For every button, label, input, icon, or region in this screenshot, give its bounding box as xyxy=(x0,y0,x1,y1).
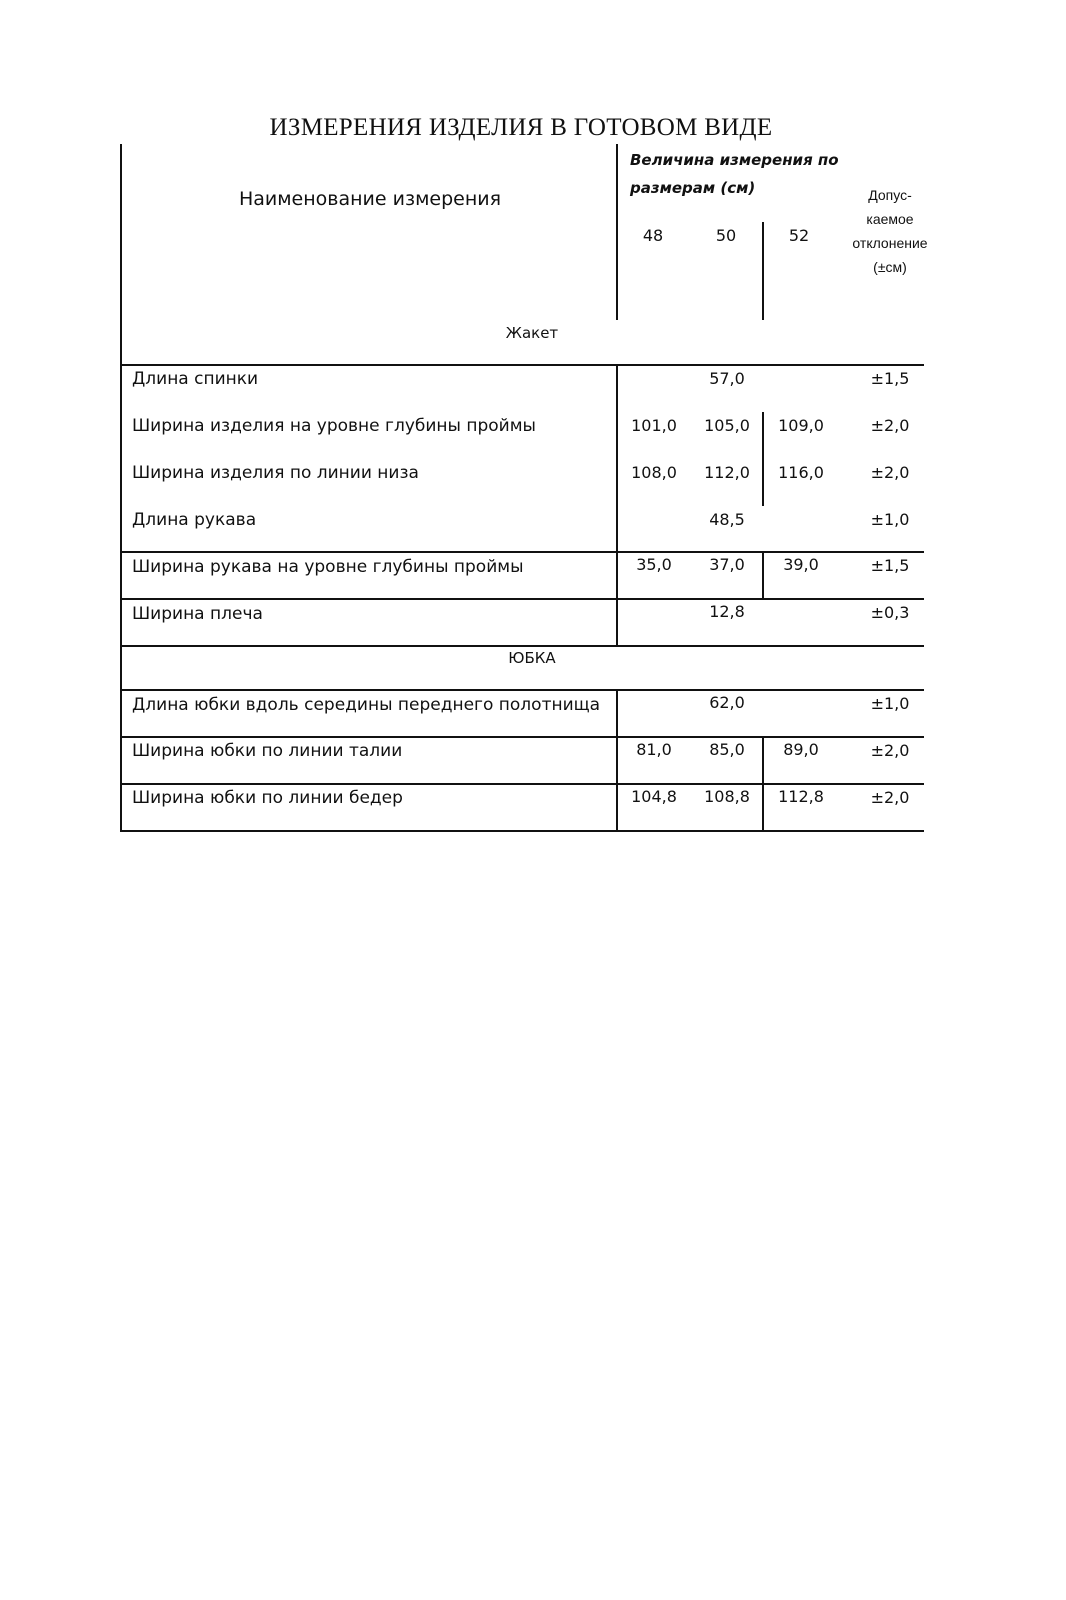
table-cell-value-50: 112,0 xyxy=(704,463,750,482)
table-cell-tolerance: ±2,0 xyxy=(870,788,910,807)
table-row-label: Длина юбки вдоль середины переднего полотнища xyxy=(132,695,601,715)
section-title-skirt: ЮБКА xyxy=(508,649,556,667)
row-rule xyxy=(120,551,924,553)
row-rule xyxy=(120,645,924,647)
table-cell-value-50: 85,0 xyxy=(709,740,745,759)
table-row-label: Ширина плеча xyxy=(132,604,263,624)
size-header-52: 52 xyxy=(788,226,810,245)
table-cell-value-52: 89,0 xyxy=(783,740,819,759)
column-header-name: Наименование измерения xyxy=(238,188,502,210)
column-header-tolerance xyxy=(850,183,930,279)
table-cell-tolerance: ±1,5 xyxy=(870,556,910,575)
table-row-label: Ширина юбки по линии талии xyxy=(132,741,403,761)
table-cell-value-50: 108,8 xyxy=(704,787,750,806)
row-rule xyxy=(120,689,924,691)
table-cell-value-48: 108,0 xyxy=(631,463,677,482)
table-cell-tolerance: ±1,0 xyxy=(870,510,910,529)
table-cell-value-52: 112,8 xyxy=(778,787,824,806)
table-cell-value-52: 109,0 xyxy=(778,416,824,435)
column-header-size-line1: Величина измерения по xyxy=(630,151,839,169)
table-cell-value-50: 105,0 xyxy=(704,416,750,435)
table-cell-value: 12,8 xyxy=(709,602,745,621)
size-column-divider-header xyxy=(762,222,764,320)
size-column-divider-jacket xyxy=(762,412,764,506)
table-cell-value-48: 81,0 xyxy=(636,740,672,759)
table-cell-tolerance: ±1,0 xyxy=(870,694,910,713)
tolerance-header-line1: Допус- xyxy=(868,187,912,203)
table-cell-value: 62,0 xyxy=(709,693,745,712)
table-bottom-rule xyxy=(120,830,924,832)
table-row-label: Ширина изделия по линии низа xyxy=(132,463,419,483)
tolerance-header-line2: каемое xyxy=(866,211,914,227)
table-cell-tolerance: ±1,5 xyxy=(870,369,910,388)
values-column-left-border-skirt xyxy=(616,690,618,832)
header-bottom-rule xyxy=(120,364,924,366)
page-title: ИЗМЕРЕНИЯ ИЗДЕЛИЯ В ГОТОВОМ ВИДЕ xyxy=(269,114,773,141)
size-column-divider-sleeve xyxy=(762,552,764,599)
column-header-size-line2: размерам (см) xyxy=(630,179,756,197)
size-column-left-border-header xyxy=(616,144,618,320)
section-title-jacket: Жакет xyxy=(505,324,559,342)
table-row-label: Ширина юбки по линии бедер xyxy=(132,788,403,808)
table-cell-value: 48,5 xyxy=(709,510,745,529)
values-column-left-border-jacket xyxy=(616,364,618,646)
table-cell-tolerance: ±2,0 xyxy=(870,463,910,482)
table-cell-value-52: 116,0 xyxy=(778,463,824,482)
table-cell-tolerance: ±0,3 xyxy=(870,603,910,622)
table-cell-value-50: 37,0 xyxy=(709,555,745,574)
size-header-50: 50 xyxy=(715,226,737,245)
table-cell-value-48: 104,8 xyxy=(631,787,677,806)
table-cell-value-48: 101,0 xyxy=(631,416,677,435)
column-header-size xyxy=(630,146,839,202)
table-row-label: Длина рукава xyxy=(132,510,257,530)
table-cell-value: 57,0 xyxy=(709,369,745,388)
table-row-label: Ширина рукава на уровне глубины проймы xyxy=(132,557,524,577)
row-rule xyxy=(120,598,924,600)
tolerance-header-line4: (±см) xyxy=(873,259,907,275)
row-rule xyxy=(120,736,924,738)
table-row-label: Ширина изделия на уровне глубины проймы xyxy=(132,416,536,436)
size-header-48: 48 xyxy=(642,226,664,245)
table-cell-value-52: 39,0 xyxy=(783,555,819,574)
table-cell-tolerance: ±2,0 xyxy=(870,416,910,435)
table-cell-tolerance: ±2,0 xyxy=(870,741,910,760)
table-cell-value-48: 35,0 xyxy=(636,555,672,574)
table-row-label: Длина спинки xyxy=(132,369,259,389)
table-border-left xyxy=(120,144,122,832)
row-rule xyxy=(120,783,924,785)
tolerance-header-line3: отклонение xyxy=(852,235,928,251)
